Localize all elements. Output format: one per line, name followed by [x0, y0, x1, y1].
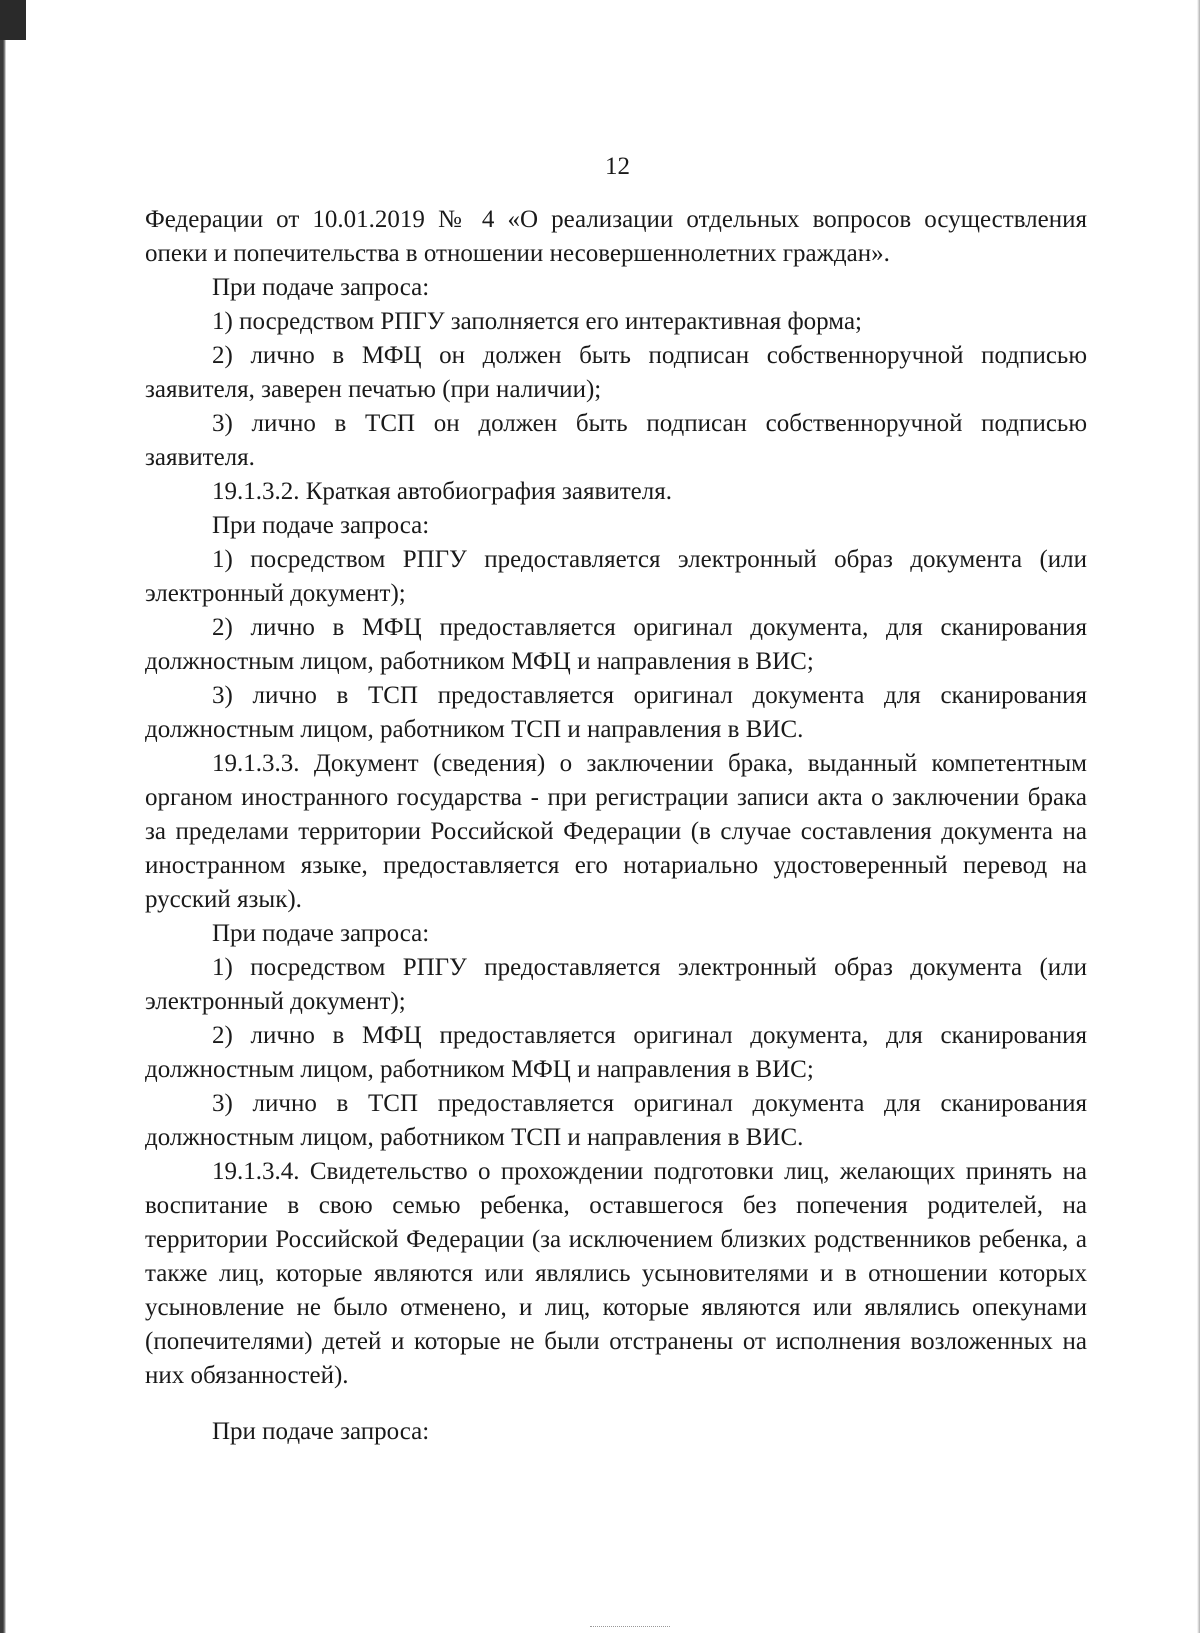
paragraph-request-header: При подаче запроса:	[212, 920, 430, 947]
list-item-tsp: 3) лично в ТСП предоставляется оригинал документа для сканирования должностным лицом, работником ТСП и направления в ВИС.	[145, 682, 1087, 743]
list-item-tsp: 3) лично в ТСП предоставляется оригинал документа для сканирования должностным лицом, работником ТСП и направления в ВИС.	[145, 1090, 1087, 1151]
document-body	[145, 203, 1087, 1449]
paragraph-continuation: Федерации от 10.01.2019 № 4 «О реализации отдельных вопросов осуществления опеки и попечительства в отношении несовершеннолетних граждан».	[145, 206, 1087, 267]
list-item-mfc: 2) лично в МФЦ он должен быть подписан собственноручной подписью заявителя, заверен печатью (при наличии);	[145, 342, 1087, 403]
list-item-mfc: 2) лично в МФЦ предоставляется оригинал документа, для сканирования должностным лицом, работником МФЦ и направления в ВИС;	[145, 614, 1087, 675]
paragraph-request-header: При подаче запроса:	[212, 274, 430, 301]
list-item-tsp: 3) лично в ТСП он должен быть подписан собственноручной подписью заявителя.	[145, 410, 1087, 471]
paragraph-request-header: При подаче запроса:	[212, 512, 430, 539]
paragraph-request-header: При подаче запроса:	[212, 1418, 430, 1445]
section-heading-19-1-3-3: 19.1.3.3. Документ (сведения) о заключении брака, выданный компетентным органом иностранного государства - при регистрации записи акта о заключении брака за пределами территории Российской Федерации (в случае составления документа на иностранном языке, предоставляется его нотариально удостоверенный перевод на русский язык).	[145, 750, 1087, 913]
section-heading-19-1-3-2: 19.1.3.2. Краткая автобиография заявителя.	[212, 478, 672, 505]
page-number: 12	[605, 153, 630, 180]
scan-bottom-mark	[590, 1626, 670, 1628]
scan-edge-left	[0, 0, 6, 1633]
list-item-rpgu: 1) посредством РПГУ предоставляется электронный образ документа (или электронный документ);	[145, 546, 1087, 607]
section-heading-19-1-3-4: 19.1.3.4. Свидетельство о прохождении подготовки лиц, желающих принять на воспитание в свою семью ребенка, оставшегося без попечения родителей, на территории Российской Федерации (за исключением близких родственников ребенка, а также лиц, которые являются или являлись усыновителями и в отношении которых усыновление не было отменено, и лиц, которые являются или являлись опекунами (попечителями) детей и которые не были отстранены от исполнения возложенных на них обязанностей).	[145, 1158, 1087, 1389]
list-item-mfc: 2) лично в МФЦ предоставляется оригинал документа, для сканирования должностным лицом, работником МФЦ и направления в ВИС;	[145, 1022, 1087, 1083]
list-item-rpgu: 1) посредством РПГУ заполняется его интерактивная форма;	[212, 308, 862, 335]
list-item-rpgu: 1) посредством РПГУ предоставляется электронный образ документа (или электронный документ);	[145, 954, 1087, 1015]
scan-corner-mark	[0, 0, 26, 40]
